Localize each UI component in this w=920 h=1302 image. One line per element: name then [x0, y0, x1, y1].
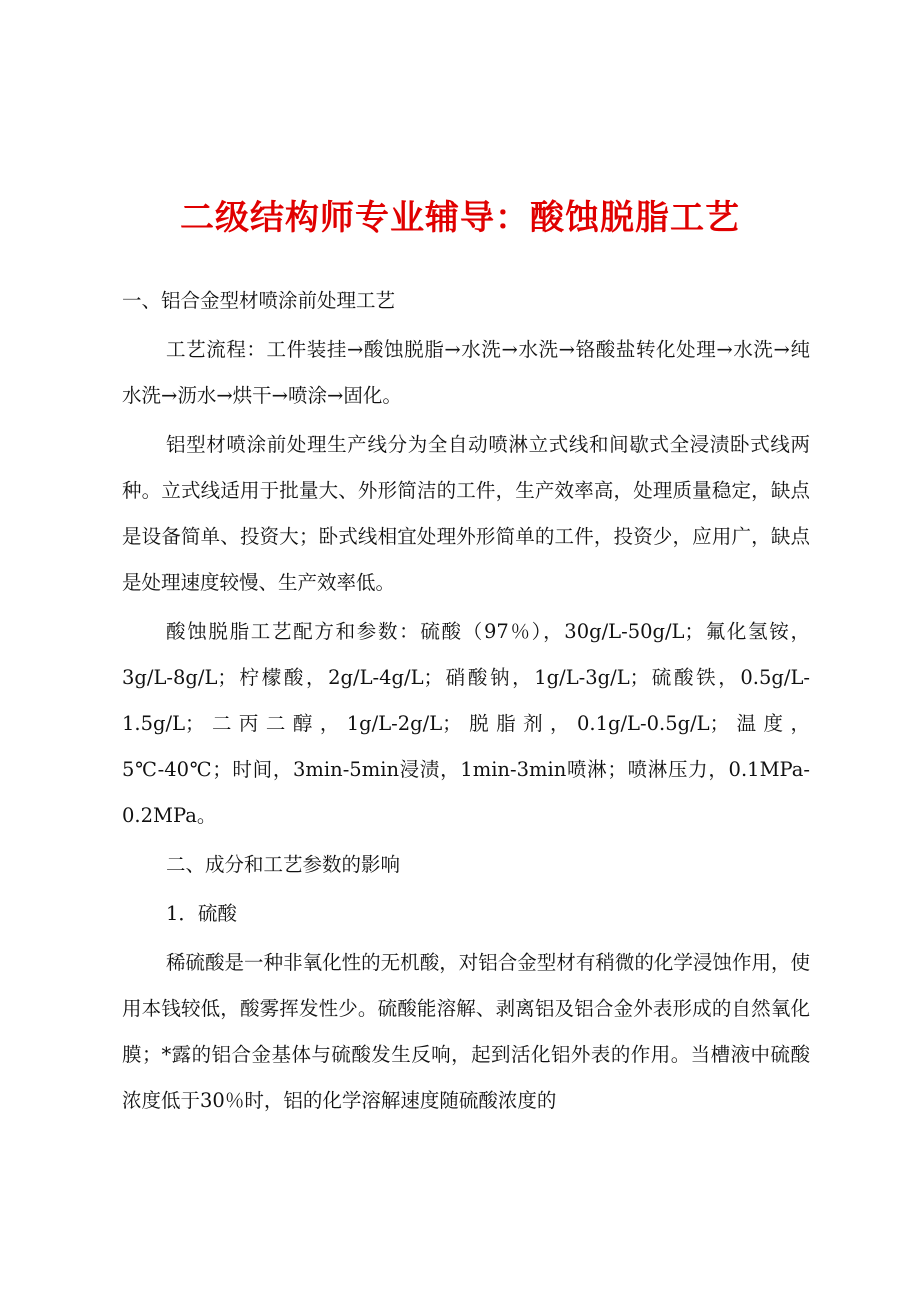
section-heading-1: 一、铝合金型材喷涂前处理工艺: [122, 289, 396, 312]
paragraph-production-lines: 铝型材喷涂前处理生产线分为全自动喷淋立式线和间歇式全浸渍卧式线两种。立式线适用于批量大、外形简洁的工件，生产效率高，处理质量稳定，缺点是设备简单、投资大；卧式线相宜处理外形简单的工件，投资少，应用广，缺点是处理速度较慢、生产效率低。: [122, 433, 810, 594]
section-heading-2: 二、成分和工艺参数的影响: [166, 853, 401, 876]
paragraph-process-flow: 工艺流程：工件装挂→酸蚀脱脂→水洗→水洗→铬酸盐转化处理→水洗→纯水洗→沥水→烘干→喷涂→固化。: [122, 338, 810, 407]
document-body: [122, 278, 810, 1127]
paragraph-formula-parameters: 酸蚀脱脂工艺配方和参数：硫酸（97％），30g/L-50g/L；氟化氢铵，3g/L-8g/L；柠檬酸，2g/L-4g/L；硝酸钠，1g/L-3g/L；硫酸铁，0.5g/L-1.5g/L；二丙二醇，1g/L-2g/L；脱脂剂，0.1g/L-0.5g/L；温度，5℃-40℃；时间，3min-5min浸渍，1min-3min喷淋；喷淋压力，0.1MPa-0.2MPa。: [122, 620, 810, 827]
subheading-sulfuric-acid: 1．硫酸: [166, 902, 237, 925]
paragraph-sulfuric-acid: 稀硫酸是一种非氧化性的无机酸，对铝合金型材有稍微的化学浸蚀作用，使用本钱较低，酸雾挥发性少。硫酸能溶解、剥离铝及铝合金外表形成的自然氧化膜；*露的铝合金基体与硫酸发生反响，起到活化铝外表的作用。当槽液中硫酸浓度低于30％时，铝的化学溶解速度随硫酸浓度的: [122, 951, 810, 1112]
document-title: 二级结构师专业辅导：酸蚀脱脂工艺: [180, 198, 740, 238]
